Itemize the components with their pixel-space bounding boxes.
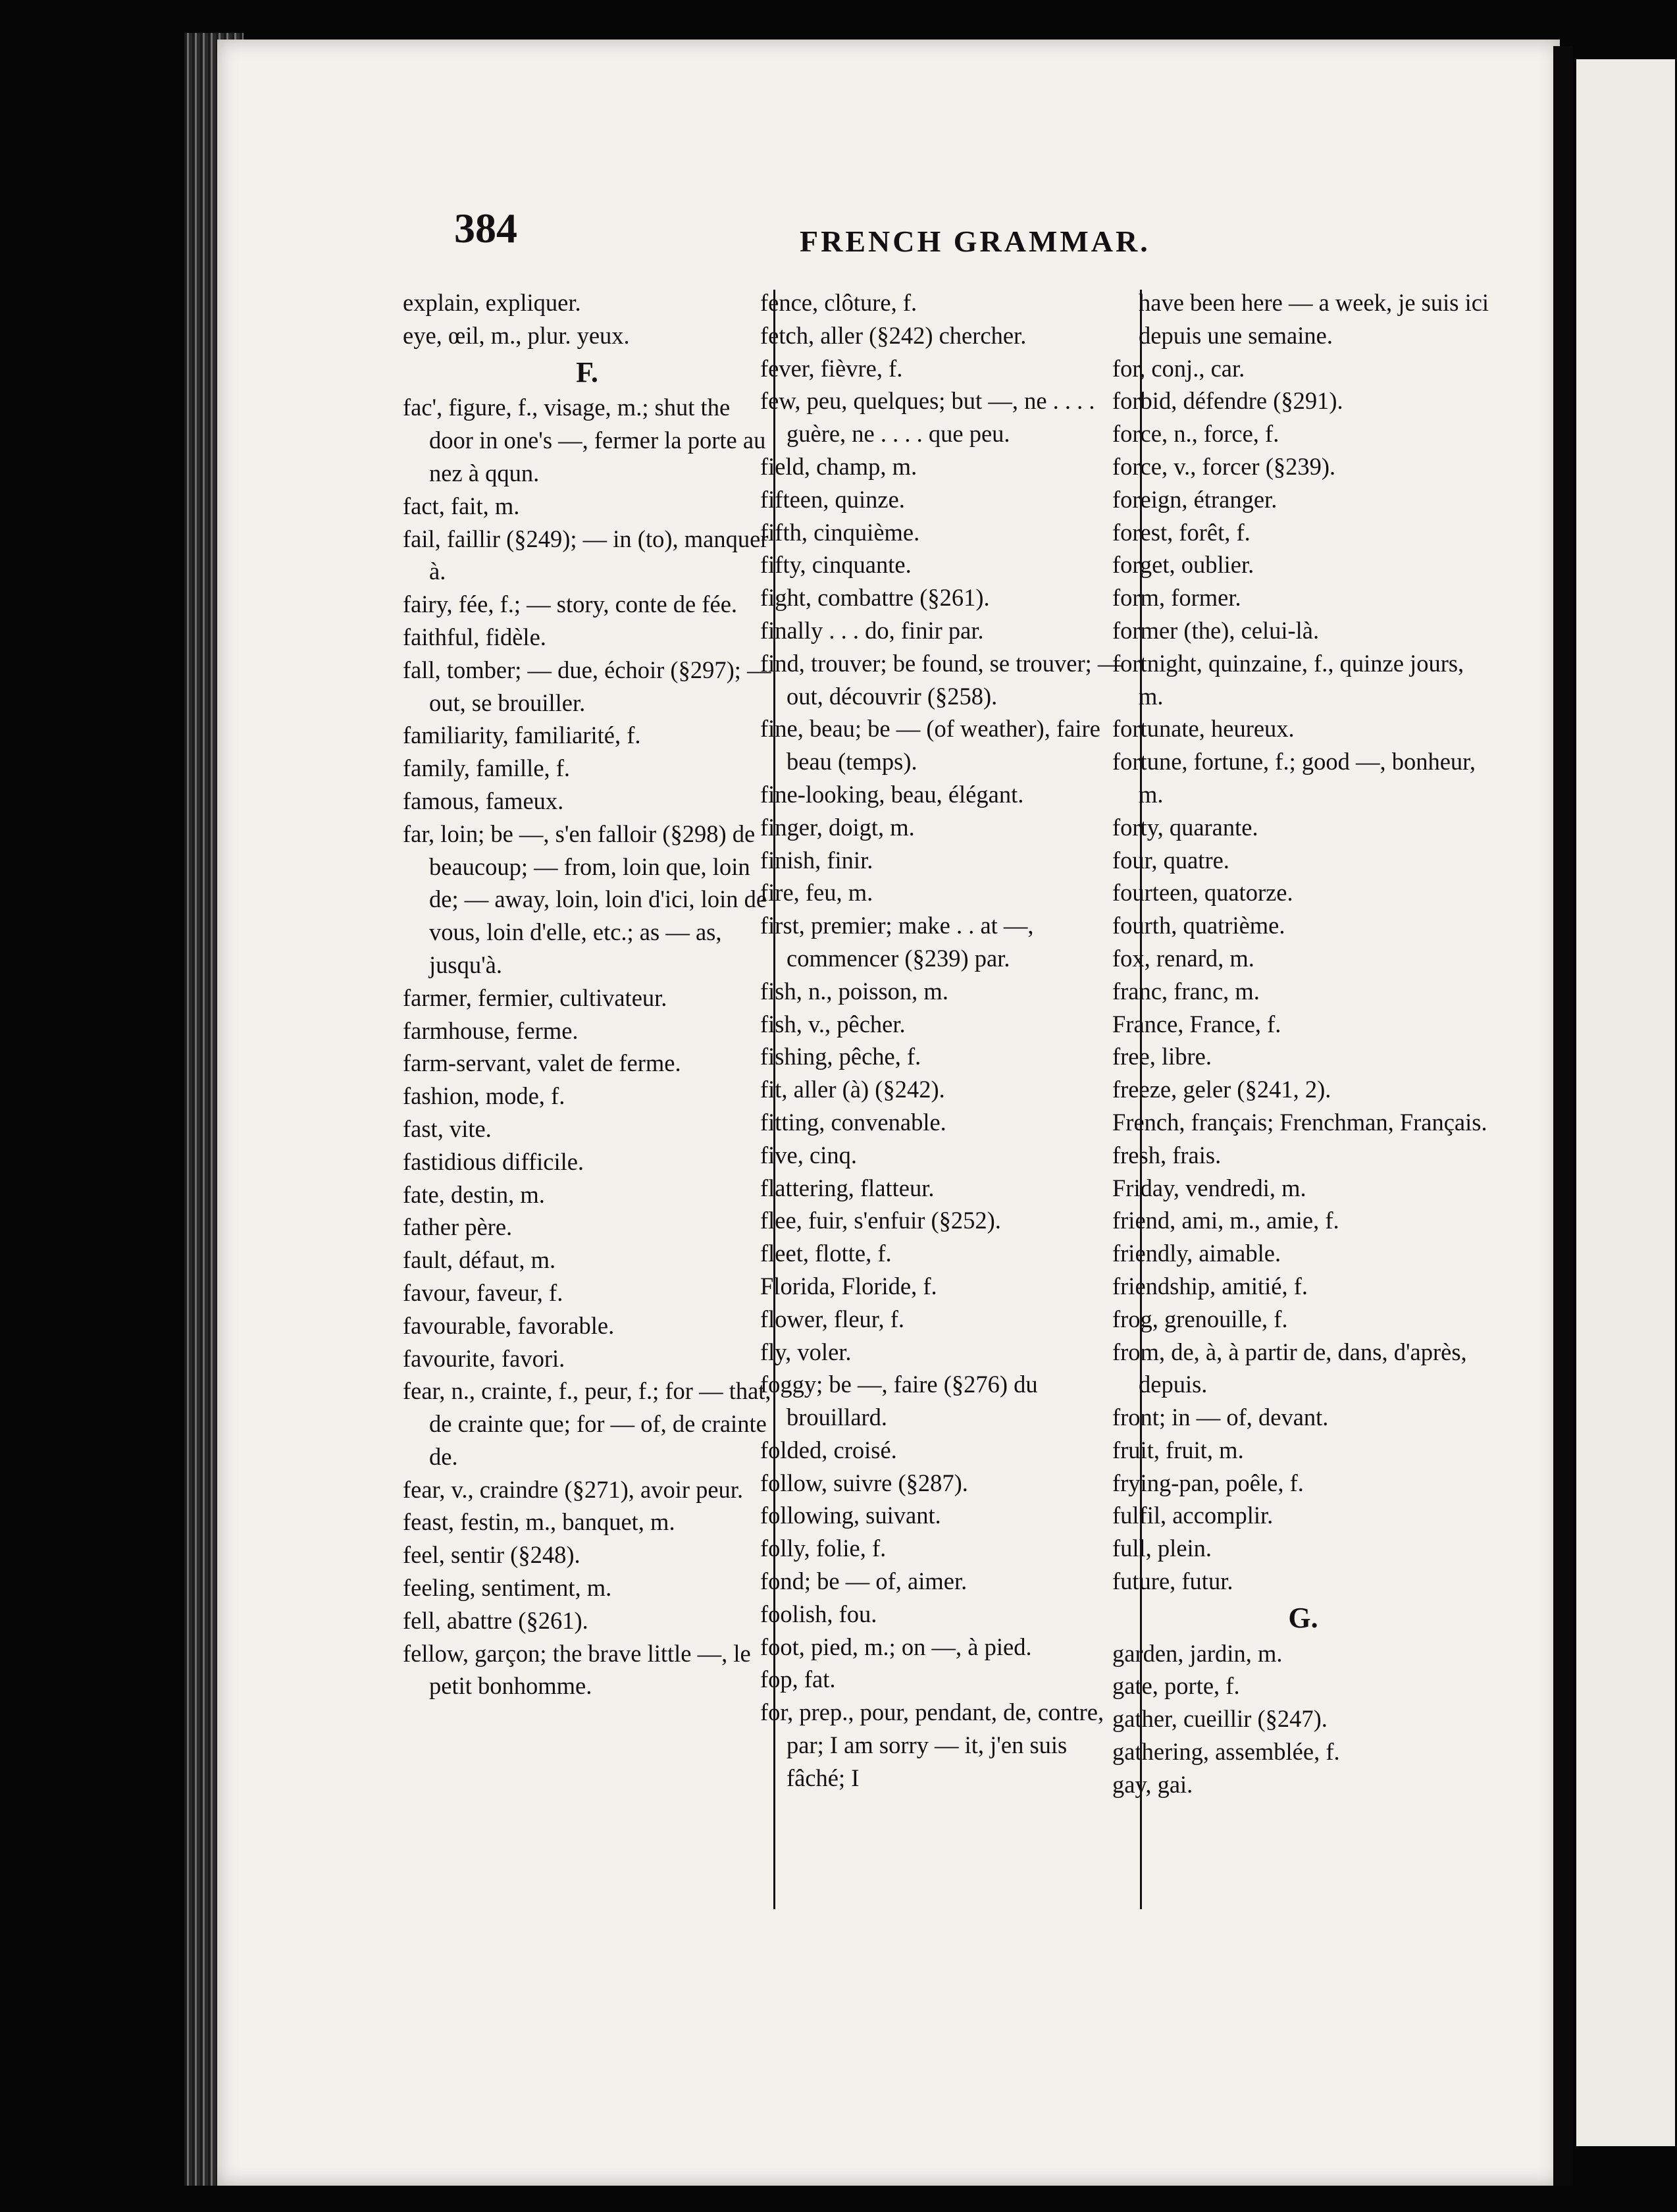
dictionary-entry: gathering, assemblée, f. [1112, 1738, 1340, 1766]
dictionary-entry: form, former. [1112, 584, 1241, 612]
dictionary-entry: favour, faveur, f. [403, 1278, 563, 1306]
dictionary-entry: free, libre. [1112, 1043, 1212, 1070]
dictionary-entry: fight, combattre (§261). [760, 584, 990, 612]
dictionary-entry: forbid, défendre (§291). [1112, 387, 1343, 415]
dictionary-entry: field, champ, m. [760, 452, 917, 480]
dictionary-entry: few, peu, quelques; but —, ne . . . . guère, ne . . . . que peu. [760, 387, 1095, 448]
dictionary-column-3 [1112, 286, 1494, 1801]
dictionary-entry: fishing, pêche, f. [760, 1043, 921, 1070]
dictionary-entry: foreign, étranger. [1112, 485, 1277, 513]
dictionary-entry: for, prep., pour, pendant, de, contre, par; I am sorry — it, j'en suis fâché; I [760, 1698, 1104, 1791]
dictionary-entry: fine-looking, beau, élégant. [760, 780, 1024, 808]
dictionary-entry: foot, pied, m.; on —, à pied. [760, 1633, 1032, 1660]
dictionary-entry: former (the), celui-là. [1112, 616, 1320, 644]
dictionary-entry: four, quatre. [1112, 846, 1229, 874]
dictionary-entry: favourable, favorable. [403, 1311, 615, 1339]
dictionary-entry: Friday, vendredi, m. [1112, 1174, 1306, 1201]
dictionary-entry: frying-pan, poêle, f. [1112, 1469, 1304, 1496]
dictionary-entry: feel, sentir (§248). [403, 1541, 580, 1569]
dictionary-entry: fish, n., poisson, m. [760, 977, 948, 1005]
dictionary-entry: foolish, fou. [760, 1600, 877, 1627]
dictionary-entry: fast, vite. [403, 1115, 492, 1142]
page-number: 384 [454, 205, 517, 251]
dictionary-entry: fate, destin, m. [403, 1180, 545, 1208]
dictionary-entry: fac', figure, f., visage, m.; shut the door in one's —, fermer la porte au nez à qqun. [403, 394, 766, 487]
dictionary-entry: fresh, frais. [1112, 1141, 1222, 1169]
dictionary-entry: fine, beau; be — (of weather), faire beau (temps). [760, 715, 1100, 776]
dictionary-entry: explain, expliquer. [403, 289, 581, 316]
dictionary-entry: fairy, fée, f.; — story, conte de fée. [403, 591, 738, 618]
dictionary-entry: farm-servant, valet de ferme. [403, 1049, 681, 1077]
section-letter: F. [576, 356, 598, 388]
dictionary-entry: fall, tomber; — due, échoir (§297); — out, se brouiller. [403, 656, 771, 716]
dictionary-entry: fever, fièvre, f. [760, 354, 903, 382]
dictionary-entry: fulfil, accomplir. [1112, 1502, 1274, 1529]
dictionary-entry: France, France, f. [1112, 1010, 1281, 1038]
dictionary-entry: finally . . . do, finir par. [760, 616, 984, 644]
dictionary-entry: finish, finir. [760, 846, 873, 874]
dictionary-entry: first, premier; make . . at —, commencer (§239) par. [760, 912, 1034, 972]
dictionary-entry: frog, grenouille, f. [1112, 1305, 1288, 1332]
dictionary-entry: fruit, fruit, m. [1112, 1436, 1244, 1463]
dictionary-entry: fence, clôture, f. [760, 289, 917, 316]
dictionary-entry: forty, quarante. [1112, 813, 1258, 841]
dictionary-entry: farmer, fermier, cultivateur. [403, 984, 667, 1011]
dictionary-entry: flattering, flatteur. [760, 1174, 935, 1201]
dictionary-entry: father père. [403, 1213, 513, 1241]
dictionary-entry: garden, jardin, m. [1112, 1639, 1283, 1667]
dictionary-entry: fond; be — of, aimer. [760, 1567, 968, 1595]
dictionary-entry: find, trouver; be found, se trouver; — out, découvrir (§258). [760, 649, 1122, 710]
dictionary-entry: fear, v., craindre (§271), avoir peur. [403, 1475, 744, 1503]
dictionary-entry: fifteen, quinze. [760, 485, 905, 513]
dictionary-entry: fashion, mode, f. [403, 1082, 565, 1110]
dictionary-entry: farmhouse, ferme. [403, 1016, 579, 1044]
dictionary-entry: forest, forêt, f. [1112, 518, 1251, 546]
dictionary-entry: fail, faillir (§249); — in (to), manquer à. [403, 525, 769, 585]
dictionary-entry: flee, fuir, s'enfuir (§252). [760, 1207, 1001, 1234]
dictionary-entry: fortunate, heureux. [1112, 715, 1295, 743]
facing-page-edge [1576, 59, 1675, 2146]
page-gutter [1553, 46, 1573, 2186]
dictionary-entry: future, futur. [1112, 1567, 1233, 1595]
dictionary-entry: fly, voler. [760, 1338, 852, 1365]
dictionary-entry: fifth, cinquième. [760, 518, 920, 546]
dictionary-entry: Florida, Floride, f. [760, 1272, 937, 1300]
dictionary-entry: force, v., forcer (§239). [1112, 452, 1336, 480]
dictionary-entry: fetch, aller (§242) chercher. [760, 321, 1027, 349]
dictionary-entry: five, cinq. [760, 1141, 857, 1169]
dictionary-entry: feeling, sentiment, m. [403, 1574, 612, 1602]
dictionary-entry: from, de, à, à partir de, dans, d'après, depuis. [1112, 1338, 1467, 1398]
dictionary-entry: fit, aller (à) (§242). [760, 1076, 945, 1103]
dictionary-entry: following, suivant. [760, 1502, 941, 1529]
dictionary-entry: fortune, fortune, f.; good —, bonheur, m. [1112, 748, 1476, 808]
dictionary-entry: friendly, aimable. [1112, 1240, 1281, 1267]
dictionary-entry: fitting, convenable. [760, 1108, 946, 1136]
dictionary-entry: favourite, favori. [403, 1344, 565, 1372]
dictionary-entry: feast, festin, m., banquet, m. [403, 1508, 675, 1536]
dictionary-entry: foggy; be —, faire (§276) du brouillard. [760, 1371, 1038, 1431]
dictionary-entry: force, n., force, f. [1112, 420, 1279, 448]
dictionary-entry: follow, suivre (§287). [760, 1469, 968, 1496]
dictionary-entry: fault, défaut, m. [403, 1246, 556, 1274]
dictionary-entry: friend, ami, m., amie, f. [1112, 1207, 1339, 1234]
dictionary-entry: friendship, amitié, f. [1112, 1272, 1308, 1300]
dictionary-entry: fleet, flotte, f. [760, 1240, 892, 1267]
dictionary-entry: fell, abattre (§261). [403, 1606, 588, 1634]
dictionary-entry: fellow, garçon; the brave little —, le petit bonhomme. [403, 1639, 751, 1700]
dictionary-entry: freeze, geler (§241, 2). [1112, 1076, 1331, 1103]
dictionary-entry: far, loin; be —, s'en falloir (§298) de beaucoup; — from, loin que, loin de; — away, loin, loin d'ici, loin de vous, loin d'elle, etc.; as — as, jusqu'à. [403, 820, 767, 978]
dictionary-entry: forget, oublier. [1112, 551, 1254, 579]
dictionary-entry: familiarity, familiarité, f. [403, 722, 641, 749]
dictionary-entry: gate, porte, f. [1112, 1672, 1240, 1700]
dictionary-entry: fourth, quatrième. [1112, 912, 1285, 939]
dictionary-entry: franc, franc, m. [1112, 977, 1260, 1005]
dictionary-column-2 [760, 286, 1129, 1795]
dictionary-entry: famous, fameux. [403, 787, 564, 814]
dictionary-entry: folded, croisé. [760, 1436, 897, 1463]
dictionary-entry: faithful, fidèle. [403, 623, 546, 650]
running-title: FRENCH GRAMMAR. [800, 224, 1150, 258]
dictionary-entry: fifty, cinquante. [760, 551, 912, 579]
dictionary-entry: finger, doigt, m. [760, 813, 915, 841]
dictionary-entry: flower, fleur, f. [760, 1305, 905, 1332]
dictionary-entry: fastidious difficile. [403, 1147, 584, 1175]
dictionary-entry: fire, feu, m. [760, 879, 873, 907]
dictionary-entry: family, famille, f. [403, 754, 571, 782]
dictionary-entry: French, français; Frenchman, Français. [1112, 1108, 1487, 1136]
dictionary-entry: eye, œil, m., plur. yeux. [403, 321, 630, 349]
dictionary-entry: have been here — a week, je suis ici depuis une semaine. [1139, 289, 1489, 349]
dictionary-entry: front; in — of, devant. [1112, 1404, 1329, 1431]
dictionary-entry: fish, v., pêcher. [760, 1010, 906, 1038]
dictionary-entry: fourteen, quatorze. [1112, 879, 1293, 907]
dictionary-entry: fortnight, quinzaine, f., quinze jours, m. [1112, 649, 1464, 710]
dictionary-entry: fox, renard, m. [1112, 944, 1254, 972]
dictionary-column-1 [403, 286, 771, 1702]
dictionary-entry: gather, cueillir (§247). [1112, 1705, 1328, 1733]
dictionary-entry: fear, n., crainte, f., peur, f.; for — that, de crainte que; for — of, de crainte de. [403, 1377, 771, 1470]
dictionary-entry: fact, fait, m. [403, 492, 520, 519]
section-letter: G. [1288, 1601, 1318, 1634]
dictionary-entry: fop, fat. [760, 1666, 836, 1693]
dictionary-entry: full, plein. [1112, 1535, 1212, 1562]
dictionary-entry: gay, gai. [1112, 1770, 1193, 1798]
dictionary-entry: for, conj., car. [1112, 354, 1245, 382]
dictionary-entry: folly, folie, f. [760, 1535, 887, 1562]
